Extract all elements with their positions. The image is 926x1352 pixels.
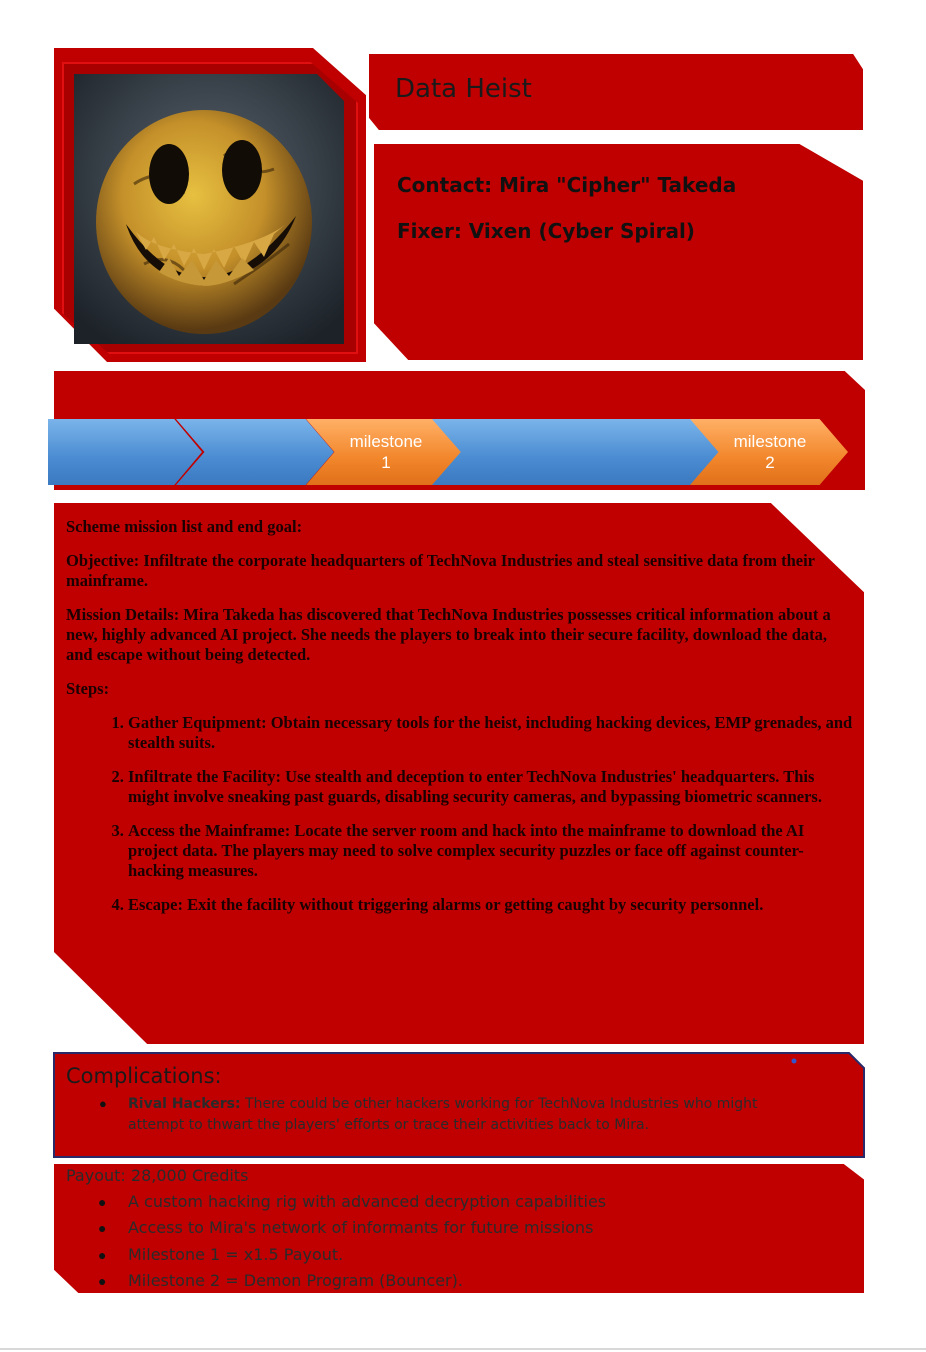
complication-text: There could be other hackers working for TechNova Industries who might attempt to thwart the players' efforts or trace their activities back to Mira. bbox=[128, 1096, 758, 1133]
step-item: 3. Access the Mainframe: Locate the server room and hack into the mainframe to download the AI project data. The players may need to solve complex security puzzles or face off against counter-hacking measures. bbox=[128, 821, 856, 881]
progress-chevron-1 bbox=[48, 419, 202, 485]
mission-heading: Scheme mission list and end goal: bbox=[66, 517, 303, 536]
milestone-2-text: milestone bbox=[733, 432, 807, 451]
bullet-icon: ● bbox=[99, 1096, 107, 1111]
steps-list bbox=[66, 713, 856, 915]
complication-label: Rival Hackers: bbox=[128, 1096, 241, 1112]
mission-objective: Objective: Infiltrate the corporate headquarters of TechNova Industries and steal sensitive data from their mainframe. bbox=[66, 551, 815, 590]
step-item: 1. Gather Equipment: Obtain necessary tools for the heist, including hacking devices, EMP grenades, and stealth suits. bbox=[128, 713, 856, 753]
payout-item: Access to Mira's network of informants for future missions bbox=[128, 1218, 594, 1237]
milestone-1-number: 1 bbox=[381, 453, 391, 472]
mission-details: Mission Details: Mira Takeda has discovered that TechNova Industries possesses critical information about a new, highly advanced AI project. She needs the players to break into their secure facility, download the data, and escape without being detected. bbox=[66, 605, 831, 664]
payout-item: A custom hacking rig with advanced decryption capabilities bbox=[128, 1192, 607, 1211]
milestone-1-label bbox=[338, 430, 434, 474]
smiley-mask-image bbox=[74, 74, 344, 344]
milestone-2-number: 2 bbox=[765, 453, 775, 472]
page-title: Data Heist bbox=[395, 74, 532, 104]
payout-title: Payout: 28,000 Credits bbox=[66, 1166, 249, 1185]
complications-title: Complications: bbox=[66, 1064, 222, 1088]
bullet-icon: ● bbox=[98, 1247, 107, 1263]
step-item: 2. Infiltrate the Facility: Use stealth and deception to enter TechNova Industries' headquarters. This might involve sneaking past guards, disabling security cameras, and bypassing biometric scanners. bbox=[128, 767, 856, 807]
bullet-icon: ● bbox=[98, 1220, 107, 1236]
fixer-name: Fixer: Vixen (Cyber Spiral) bbox=[397, 219, 695, 243]
complication-item bbox=[128, 1094, 768, 1136]
milestone-2-label bbox=[722, 430, 818, 474]
mission-content bbox=[66, 517, 856, 929]
payout-item: Milestone 2 = Demon Program (Bouncer). bbox=[128, 1271, 463, 1290]
milestone-1-text: milestone bbox=[349, 432, 423, 451]
bullet-icon: ● bbox=[98, 1194, 107, 1210]
page-bottom-divider bbox=[0, 1348, 926, 1350]
contact-name: Contact: Mira "Cipher" Takeda bbox=[397, 173, 737, 197]
payout-item: Milestone 1 = x1.5 Payout. bbox=[128, 1245, 344, 1264]
bullet-icon: ● bbox=[98, 1273, 107, 1289]
steps-heading: Steps: bbox=[66, 679, 110, 698]
step-item: 4. Escape: Exit the facility without triggering alarms or getting caught by security personnel. bbox=[128, 895, 856, 915]
